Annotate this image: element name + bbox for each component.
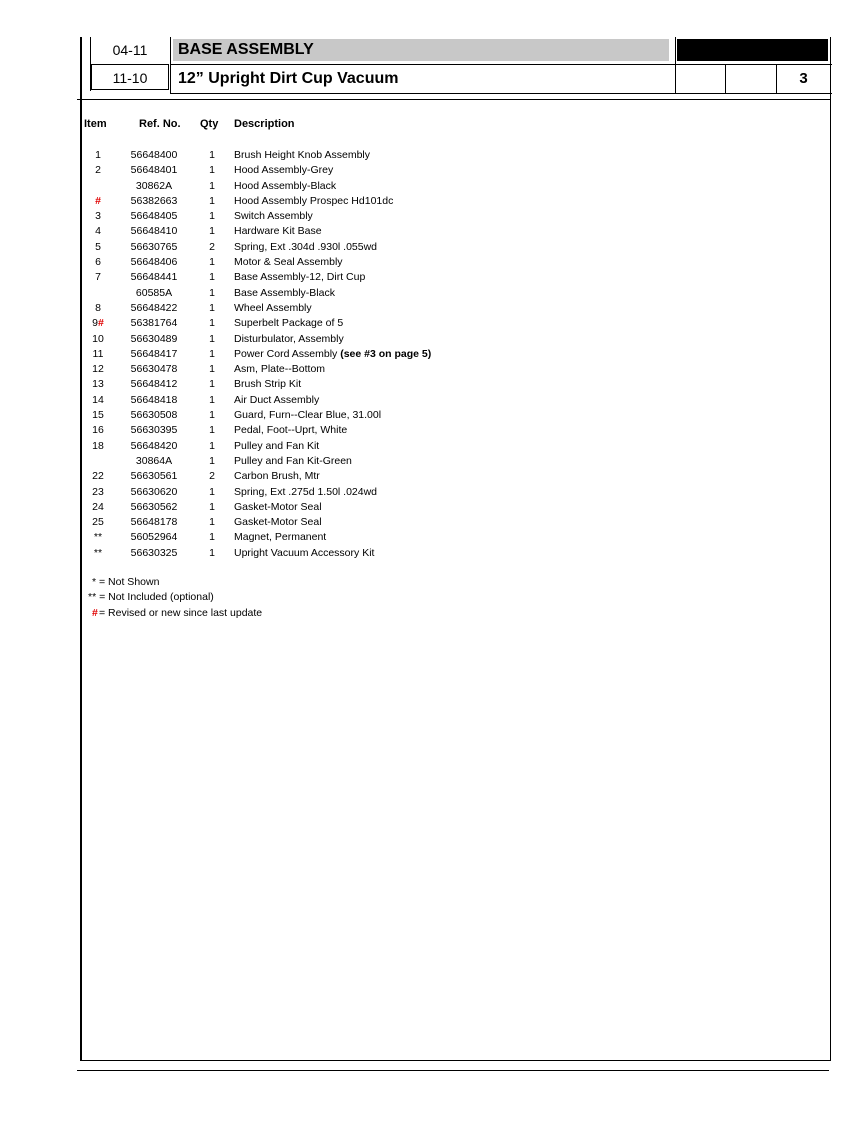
item-number-text: 5	[95, 240, 101, 253]
item-number-text: 7	[95, 271, 101, 284]
ref-number: 56648401	[130, 164, 178, 177]
quantity: 1	[209, 317, 215, 330]
item-number-text: 16	[92, 424, 104, 437]
description	[234, 408, 381, 423]
description-text: Hood Assembly Prospec Hd101dc	[234, 194, 394, 207]
description	[234, 347, 431, 362]
description	[234, 270, 365, 285]
description	[234, 393, 319, 408]
table-row	[0, 530, 866, 545]
description-text: Base Assembly-Black	[234, 286, 335, 299]
description	[234, 485, 377, 500]
item-number-text: 24	[92, 500, 104, 513]
ref-number: 56648178	[130, 516, 178, 529]
quantity: 1	[209, 179, 215, 192]
quantity: 1	[209, 424, 215, 437]
description	[234, 423, 347, 438]
description-text: Upright Vacuum Accessory Kit	[234, 546, 375, 559]
table-row	[0, 500, 866, 515]
description-text: Disturbulator, Assembly	[234, 332, 344, 345]
description	[234, 148, 370, 163]
header-black-block	[677, 39, 828, 61]
ref-number: 56630561	[130, 470, 178, 483]
quantity: 1	[209, 454, 215, 467]
column-header-ref: Ref. No.	[139, 118, 181, 130]
description-text: Carbon Brush, Mtr	[234, 470, 320, 483]
description-text: Hardware Kit Base	[234, 225, 322, 238]
ref-number: 60585A	[135, 286, 173, 299]
revision-mark: #	[95, 194, 101, 207]
quantity: 1	[209, 149, 215, 161]
table-row	[0, 515, 866, 530]
item-number-text: 8	[95, 301, 101, 314]
quantity: 1	[209, 256, 215, 269]
description	[234, 546, 374, 561]
ref-number: 56648417	[130, 347, 178, 360]
description-text: Motor & Seal Assembly	[234, 256, 343, 269]
description	[234, 332, 344, 347]
item-number	[80, 362, 116, 377]
description	[234, 286, 335, 301]
description-text: Gasket-Motor Seal	[234, 500, 322, 513]
legend-revised-mark: #	[92, 606, 98, 619]
quantity: 1	[209, 516, 215, 529]
item-number	[80, 423, 116, 438]
quantity: 2	[209, 470, 215, 483]
header-divider	[675, 37, 676, 64]
legend-revised-text: = Revised or new since last update	[99, 606, 263, 619]
table-row	[0, 270, 866, 285]
quantity: 1	[209, 531, 215, 544]
quantity: 1	[209, 286, 215, 299]
ref-number: 56648422	[130, 301, 178, 314]
description	[234, 209, 313, 224]
item-number	[80, 347, 116, 362]
ref-number: 56648406	[130, 256, 178, 269]
page-number: 3	[799, 70, 808, 87]
item-number	[80, 377, 116, 392]
table-row	[0, 423, 866, 438]
table-row	[0, 439, 866, 454]
quantity: 1	[209, 347, 215, 360]
description-text: Spring, Ext .304d .930l .055wd	[234, 240, 378, 253]
item-number-text: 3	[95, 210, 101, 223]
quantity: 1	[209, 439, 215, 452]
quantity: 1	[209, 194, 215, 207]
item-number-text: **	[93, 546, 103, 559]
quantity: 1	[209, 546, 215, 559]
table-row	[0, 209, 866, 224]
table-row	[0, 469, 866, 484]
ref-number: 30862A	[135, 179, 173, 192]
item-number	[80, 393, 116, 408]
item-number	[80, 530, 116, 545]
table-row	[0, 255, 866, 270]
description	[234, 362, 325, 377]
description-text: Pulley and Fan Kit	[234, 439, 320, 452]
header-rule	[77, 99, 831, 100]
description	[234, 224, 322, 239]
ref-number: 56630765	[130, 240, 178, 253]
description-text: Brush Strip Kit	[234, 378, 302, 391]
item-number	[80, 500, 116, 515]
header-divider	[675, 64, 676, 94]
quantity: 1	[209, 164, 215, 177]
quantity: 1	[209, 271, 215, 284]
table-row	[0, 546, 866, 561]
table-row	[0, 347, 866, 362]
item-number	[80, 469, 116, 484]
item-number-text: 11	[92, 347, 104, 360]
item-number-text: 1	[95, 149, 101, 161]
description-text: Magnet, Permanent	[234, 531, 327, 544]
ref-number: 56630620	[130, 485, 178, 498]
ref-number: 56648400	[130, 149, 178, 161]
item-number-text: 23	[92, 485, 104, 498]
quantity: 1	[209, 500, 215, 513]
description-text: Brush Height Knob Assembly	[234, 149, 370, 161]
ref-number: 56648418	[130, 393, 178, 406]
description	[234, 255, 343, 270]
quantity: 1	[209, 393, 215, 406]
quantity: 1	[209, 210, 215, 223]
description	[234, 454, 352, 469]
table-row	[0, 362, 866, 377]
description	[234, 515, 322, 530]
column-header-item: Item	[84, 118, 107, 130]
item-number	[80, 194, 116, 209]
legend-not-shown: * = Not Shown	[92, 576, 160, 588]
legend-not-included: ** = Not Included (optional)	[88, 591, 214, 604]
item-number-text: 14	[92, 393, 104, 406]
quantity: 1	[209, 363, 215, 376]
description	[234, 469, 320, 484]
item-number	[80, 408, 116, 423]
table-row	[0, 393, 866, 408]
item-number-text: 2	[95, 164, 101, 177]
legend	[0, 575, 866, 621]
page-footer-rule	[77, 1070, 829, 1071]
description-note: (see #3 on page 5)	[340, 347, 432, 360]
description	[234, 301, 312, 316]
item-number-text: 15	[92, 409, 104, 422]
item-number	[80, 316, 116, 331]
table-row	[0, 224, 866, 239]
table-row	[0, 332, 866, 347]
table-row	[0, 194, 866, 209]
description	[234, 179, 336, 194]
issue-date: 11-10	[91, 64, 169, 90]
description-text: Superbelt Package of 5	[234, 317, 344, 330]
description	[234, 439, 319, 454]
header-divider	[725, 64, 726, 94]
parts-list	[0, 148, 866, 561]
item-number-text: 6	[95, 256, 101, 269]
description-text: Power Cord Assembly	[234, 347, 341, 360]
item-number-text: 25	[92, 516, 104, 529]
description-text: Hood Assembly-Grey	[234, 164, 334, 177]
item-number	[80, 546, 116, 561]
table-row	[0, 408, 866, 423]
item-number	[80, 439, 116, 454]
ref-number: 56648405	[130, 210, 178, 223]
item-number-text: 9	[92, 317, 98, 330]
description-text: Gasket-Motor Seal	[234, 516, 322, 529]
description-text: Guard, Furn--Clear Blue, 31.00l	[234, 409, 382, 422]
table-row	[0, 316, 866, 331]
page-frame-bottom	[80, 1060, 831, 1061]
table-row	[0, 163, 866, 178]
description-text: Asm, Plate--Bottom	[234, 363, 326, 376]
table-row	[0, 148, 866, 163]
ref-number: 56630562	[130, 500, 178, 513]
description-text: Hood Assembly-Black	[234, 179, 337, 192]
item-number-text: 22	[92, 470, 104, 483]
item-number-text: 10	[92, 332, 104, 345]
ref-number: 56630325	[130, 546, 178, 559]
table-row	[0, 286, 866, 301]
item-number	[80, 301, 116, 316]
description-text: Spring, Ext .275d 1.50l .024wd	[234, 485, 378, 498]
description	[234, 530, 326, 545]
quantity: 1	[209, 485, 215, 498]
table-row	[0, 301, 866, 316]
item-number	[80, 163, 116, 178]
description-text: Switch Assembly	[234, 210, 313, 223]
quantity: 1	[209, 409, 215, 422]
ref-number: 56648441	[130, 271, 178, 284]
quantity: 1	[209, 301, 215, 314]
item-number-text: 13	[92, 378, 104, 391]
item-number	[80, 240, 116, 255]
item-number-text: 12	[92, 363, 104, 376]
column-header-qty: Qty	[200, 118, 219, 130]
item-number	[80, 485, 116, 500]
ref-number: 56630478	[130, 363, 178, 376]
ref-number: 56648412	[130, 378, 178, 391]
item-number	[80, 224, 116, 239]
description	[234, 316, 343, 331]
ref-number: 56052964	[130, 531, 178, 544]
item-number	[80, 148, 116, 163]
description	[234, 377, 301, 392]
revision-mark: #	[98, 317, 104, 330]
ref-number: 56630395	[130, 424, 178, 437]
item-number	[80, 515, 116, 530]
ref-number: 56630489	[130, 332, 178, 345]
item-number-text: 18	[92, 439, 104, 452]
ref-number: 56648420	[130, 439, 178, 452]
description-text: Pulley and Fan Kit-Green	[234, 454, 352, 467]
description	[234, 163, 333, 178]
table-row	[0, 240, 866, 255]
item-number	[80, 255, 116, 270]
ref-number: 56381764	[130, 317, 178, 330]
description-text: Air Duct Assembly	[234, 393, 320, 406]
product-title: 12” Upright Dirt Cup Vacuum	[178, 70, 399, 87]
description-text: Wheel Assembly	[234, 301, 312, 314]
quantity: 1	[209, 378, 215, 391]
revision-date: 04-11	[112, 42, 148, 58]
quantity: 1	[209, 225, 215, 238]
ref-number: 30864A	[135, 454, 173, 467]
quantity: 2	[209, 240, 215, 253]
ref-number: 56648410	[130, 225, 178, 238]
table-row	[0, 454, 866, 469]
table-row	[0, 377, 866, 392]
item-number-text: **	[93, 531, 103, 544]
column-header-description: Description	[234, 118, 295, 130]
quantity: 1	[209, 332, 215, 345]
ref-number: 56630508	[130, 409, 178, 422]
description	[234, 240, 377, 255]
description-text: Pedal, Foot--Uprt, White	[234, 424, 348, 437]
table-row	[0, 485, 866, 500]
table-row	[0, 179, 866, 194]
item-number	[80, 270, 116, 285]
description	[234, 194, 393, 209]
section-title: BASE ASSEMBLY	[178, 41, 314, 58]
item-number	[80, 332, 116, 347]
ref-number: 56382663	[130, 194, 178, 207]
description-text: Base Assembly-12, Dirt Cup	[234, 271, 366, 284]
item-number	[80, 209, 116, 224]
item-number-text: 4	[95, 225, 101, 238]
description	[234, 500, 322, 515]
